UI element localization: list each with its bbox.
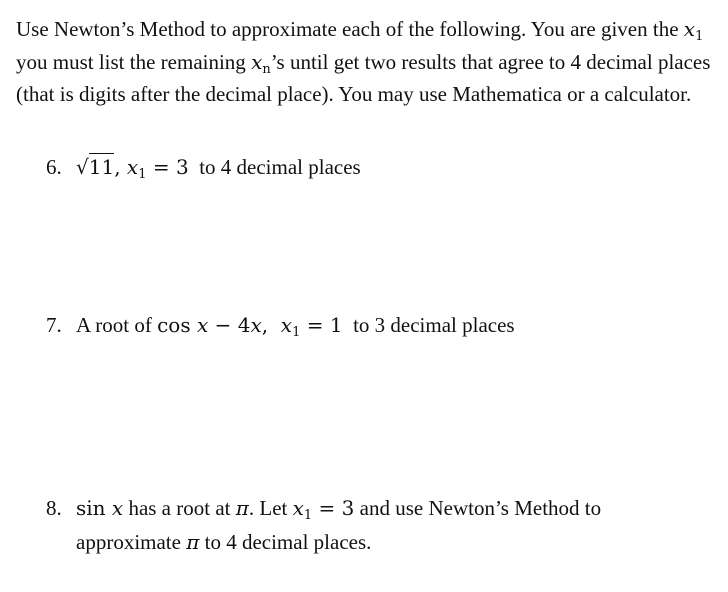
problem-6-equals: = 3 bbox=[146, 155, 189, 179]
problem-8-x1: x bbox=[292, 496, 304, 520]
problem-7-x-2: x bbox=[250, 313, 262, 337]
problem-7-lead: A root of bbox=[76, 313, 158, 337]
problem-6-comma: , bbox=[114, 155, 127, 179]
problem-6-tail: to 4 decimal places bbox=[188, 155, 361, 179]
problem-8-sin: sin bbox=[76, 496, 112, 520]
problem-8-pi-2: π bbox=[186, 530, 200, 554]
problem-8-line2-a: approximate bbox=[76, 530, 187, 554]
problem-8-text-1: has a root at bbox=[123, 496, 236, 520]
problem-6-number: 6. bbox=[46, 155, 62, 179]
problem-6-radicand: 11 bbox=[88, 155, 115, 179]
instructions-paragraph bbox=[16, 17, 716, 107]
problem-8-line2-b: to 4 decimal places. bbox=[199, 530, 372, 554]
xn-variable: x bbox=[251, 49, 263, 74]
xn-subscript: n bbox=[262, 61, 271, 77]
instructions-text-1: Use Newton’s Method to approximate each of the following. You are given the bbox=[16, 17, 684, 41]
problem-7-number: 7. bbox=[46, 313, 62, 337]
problem-7 bbox=[46, 312, 686, 346]
problem-6-x1: x bbox=[126, 155, 139, 179]
x1-variable: x bbox=[683, 17, 696, 41]
problem-8-number: 8. bbox=[46, 496, 62, 520]
problem-7-x1: x bbox=[280, 313, 293, 337]
problem-8-line-2 bbox=[46, 529, 686, 555]
problem-6-x1-subscript: 1 bbox=[138, 167, 147, 182]
problem-8-x: x bbox=[111, 496, 124, 520]
problem-8-text-2: . Let bbox=[248, 496, 293, 520]
problem-7-cos: cos bbox=[157, 313, 197, 337]
problem-7-x1-subscript: 1 bbox=[292, 325, 301, 340]
sqrt-icon: √ bbox=[76, 155, 89, 179]
x1-subscript: 1 bbox=[695, 29, 704, 44]
problem-7-x: x bbox=[196, 313, 209, 337]
problem-7-comma: , bbox=[261, 313, 281, 337]
problem-8-x1-subscript: 1 bbox=[303, 508, 313, 523]
problem-6 bbox=[46, 154, 686, 188]
problem-8-equals: = 3 bbox=[312, 496, 355, 520]
problem-8-text-3: and use Newton’s Method to bbox=[354, 496, 602, 520]
problem-7-tail: to 3 decimal places bbox=[342, 313, 515, 337]
problem-7-equals: = 1 bbox=[300, 313, 343, 337]
problem-8 bbox=[46, 495, 686, 555]
instructions-text-2: you must list the remaining bbox=[16, 49, 252, 74]
problem-8-pi: π bbox=[235, 496, 249, 520]
instructions-text-3: ’s until get two results that agree to 4 decimal places (that is digits after the decimal place). You may use Mathematica or a calculator. bbox=[16, 49, 711, 106]
problem-7-minus-4: − 4 bbox=[208, 313, 251, 337]
